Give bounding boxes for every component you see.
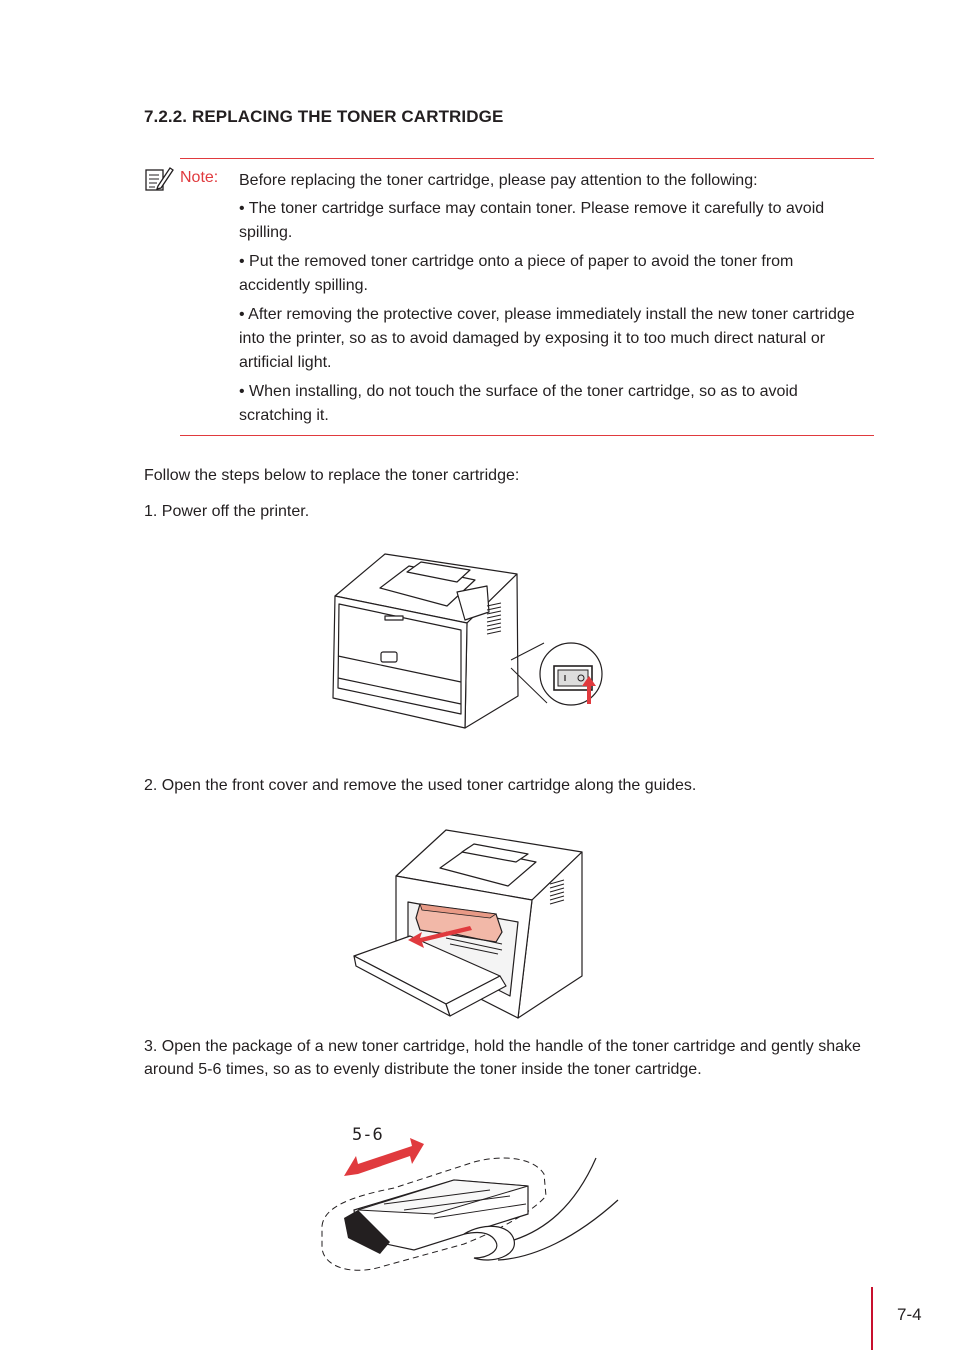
- note-item: • Put the removed toner cartridge onto a piece of paper to avoid the toner from accidently spilling.: [239, 253, 794, 294]
- note-intro: Before replacing the toner cartridge, please pay attention to the following:: [239, 172, 758, 189]
- note-bottom-rule: [180, 435, 874, 436]
- shake-count-label: 5-6: [352, 1125, 383, 1145]
- step-2-text: 2. Open the front cover and remove the used toner cartridge along the guides.: [144, 777, 697, 794]
- section-heading: 7.2.2. REPLACING THE TONER CARTRIDGE: [144, 107, 504, 126]
- remove-toner-illustration: [350, 826, 586, 1022]
- step-1-text: 1. Power off the printer.: [144, 503, 310, 520]
- note-label: Note:: [180, 169, 219, 186]
- page-number-bar: [871, 1287, 873, 1350]
- note-item: • The toner cartridge surface may contain toner. Please remove it carefully to avoid spilling.: [239, 200, 825, 241]
- page-number: 7-4: [897, 1305, 922, 1324]
- shake-toner-illustration: [314, 1118, 620, 1278]
- note-item: • After removing the protective cover, please immediately install the new toner cartridge into the printer, so as to avoid damaged by exposing it to too much direct natural or artificial light.: [239, 306, 855, 371]
- note-body: [239, 169, 867, 433]
- step-3-text: 3. Open the package of a new toner cartridge, hold the handle of the toner cartridge and gently shake around 5-6 times, so as to evenly distribute the toner inside the toner cartridge.: [144, 1038, 861, 1078]
- note-item: • When installing, do not touch the surface of the toner cartridge, so as to avoid scratching it.: [239, 383, 798, 424]
- printer-power-off-illustration: [325, 548, 610, 730]
- note-top-rule: [180, 158, 874, 159]
- steps-intro: Follow the steps below to replace the toner cartridge:: [144, 467, 520, 484]
- note-pencil-icon: [144, 166, 174, 192]
